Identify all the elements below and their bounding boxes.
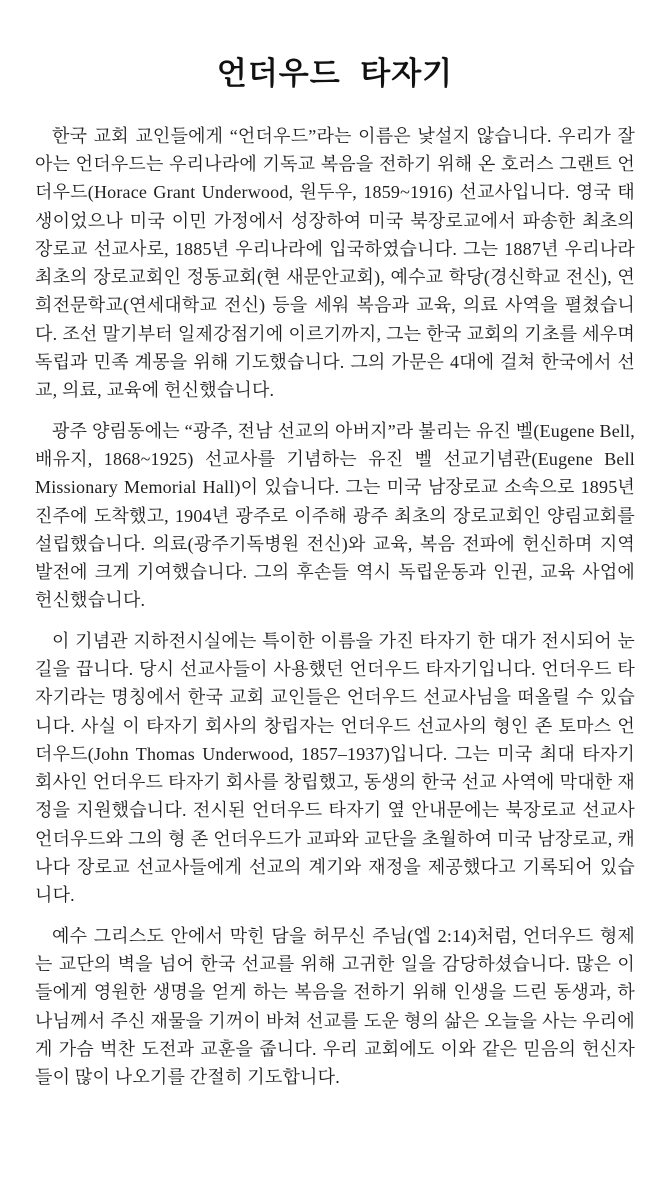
page-title: 언더우드 타자기 xyxy=(216,56,454,91)
paragraph-intro-underwood: 한국 교회 교인들에게 “언더우드”라는 이름은 낯설지 않습니다. 우리가 잘 아는 언더우드는 우리나라에 기독교 복음을 전하기 위해 온 호러스 그랜트 언더우드(Horace Grant Underwood, 원두우, 1859~1916) 선교사입니다. 영국 태생이었으나 미국 이민 가정에서 성장하여 미국 북장로교에서 파송한 최초의 장로교 선교사로, 1885년 우리나라에 입국하였습니다. 그는 1887년 우리나라 최초의 장로교회인 정동교회(현 새문안교회), 예수교 학당(경신학교 전신), 연희전문학교(연세대학교 전신) 등을 세워 복음과 교육, 의료 사역을 펼쳤습니다. 조선 말기부터 일제강점기에 이르기까지, 그는 한국 교회의 기초를 세우며 독립과 민족 계몽을 위해 기도했습니다. 그의 가문은 4대에 걸쳐 한국에서 선교, 의료, 교육에 헌신했습니다. xyxy=(35,125,635,401)
paragraph-eugene-bell: 광주 양림동에는 “광주, 전남 선교의 아버지”라 불리는 유진 벨(Eugene Bell, 배유지, 1868~1925) 선교사를 기념하는 유진 벨 선교기념관(Eugene Bell Missionary Memorial Hall)이 있습니다. 그는 미국 남장로교 소속으로 1895년 진주에 도착했고, 1904년 광주로 이주해 광주 최초의 장로교회인 양림교회를 설립했습니다. 의료(광주기독병원 전신)와 교육, 복음 전파에 헌신하며 지역 발전에 크게 기여했습니다. 그의 후손들 역시 독립운동과 인권, 교육 사업에 헌신했습니다. xyxy=(35,420,635,611)
paragraph-typewriter-exhibit: 이 기념관 지하전시실에는 특이한 이름을 가진 타자기 한 대가 전시되어 눈길을 끕니다. 당시 선교사들이 사용했던 언더우드 타자기입니다. 언더우드 타자기라는 명칭에서 한국 교회 교인들은 언더우드 선교사님을 떠올릴 수 있습니다. 사실 이 타자기 회사의 창립자는 언더우드 선교사의 형인 존 토마스 언더우드(John Thomas Underwood, 1857–1937)입니다. 그는 미국 최대 타자기 회사인 언더우드 타자기 회사를 창립했고, 동생의 한국 선교 사역에 막대한 재정을 지원했습니다. 전시된 언더우드 타자기 옆 안내문에는 북장로교 선교사 언더우드와 그의 형 존 언더우드가 교파와 교단을 초월하여 미국 남장로교, 캐나다 장로교 선교사들에게 선교의 계기와 재정을 제공했다고 기록되어 있습니다. xyxy=(35,630,635,906)
paragraph-closing-reflection: 예수 그리스도 안에서 막힌 담을 허무신 주님(엡 2:14)처럼, 언더우드 형제는 교단의 벽을 넘어 한국 선교를 위해 고귀한 일을 감당하셨습니다. 많은 이들에게 영원한 생명을 얻게 하는 복음을 전하기 위해 인생을 드린 동생과, 하나님께서 주신 재물을 기꺼이 바쳐 선교를 도운 형의 삶은 오늘을 사는 우리에게 가슴 벅찬 도전과 교훈을 줍니다. 우리 교회에도 이와 같은 믿음의 헌신자들이 많이 나오기를 간절히 기도합니다. xyxy=(35,925,635,1088)
